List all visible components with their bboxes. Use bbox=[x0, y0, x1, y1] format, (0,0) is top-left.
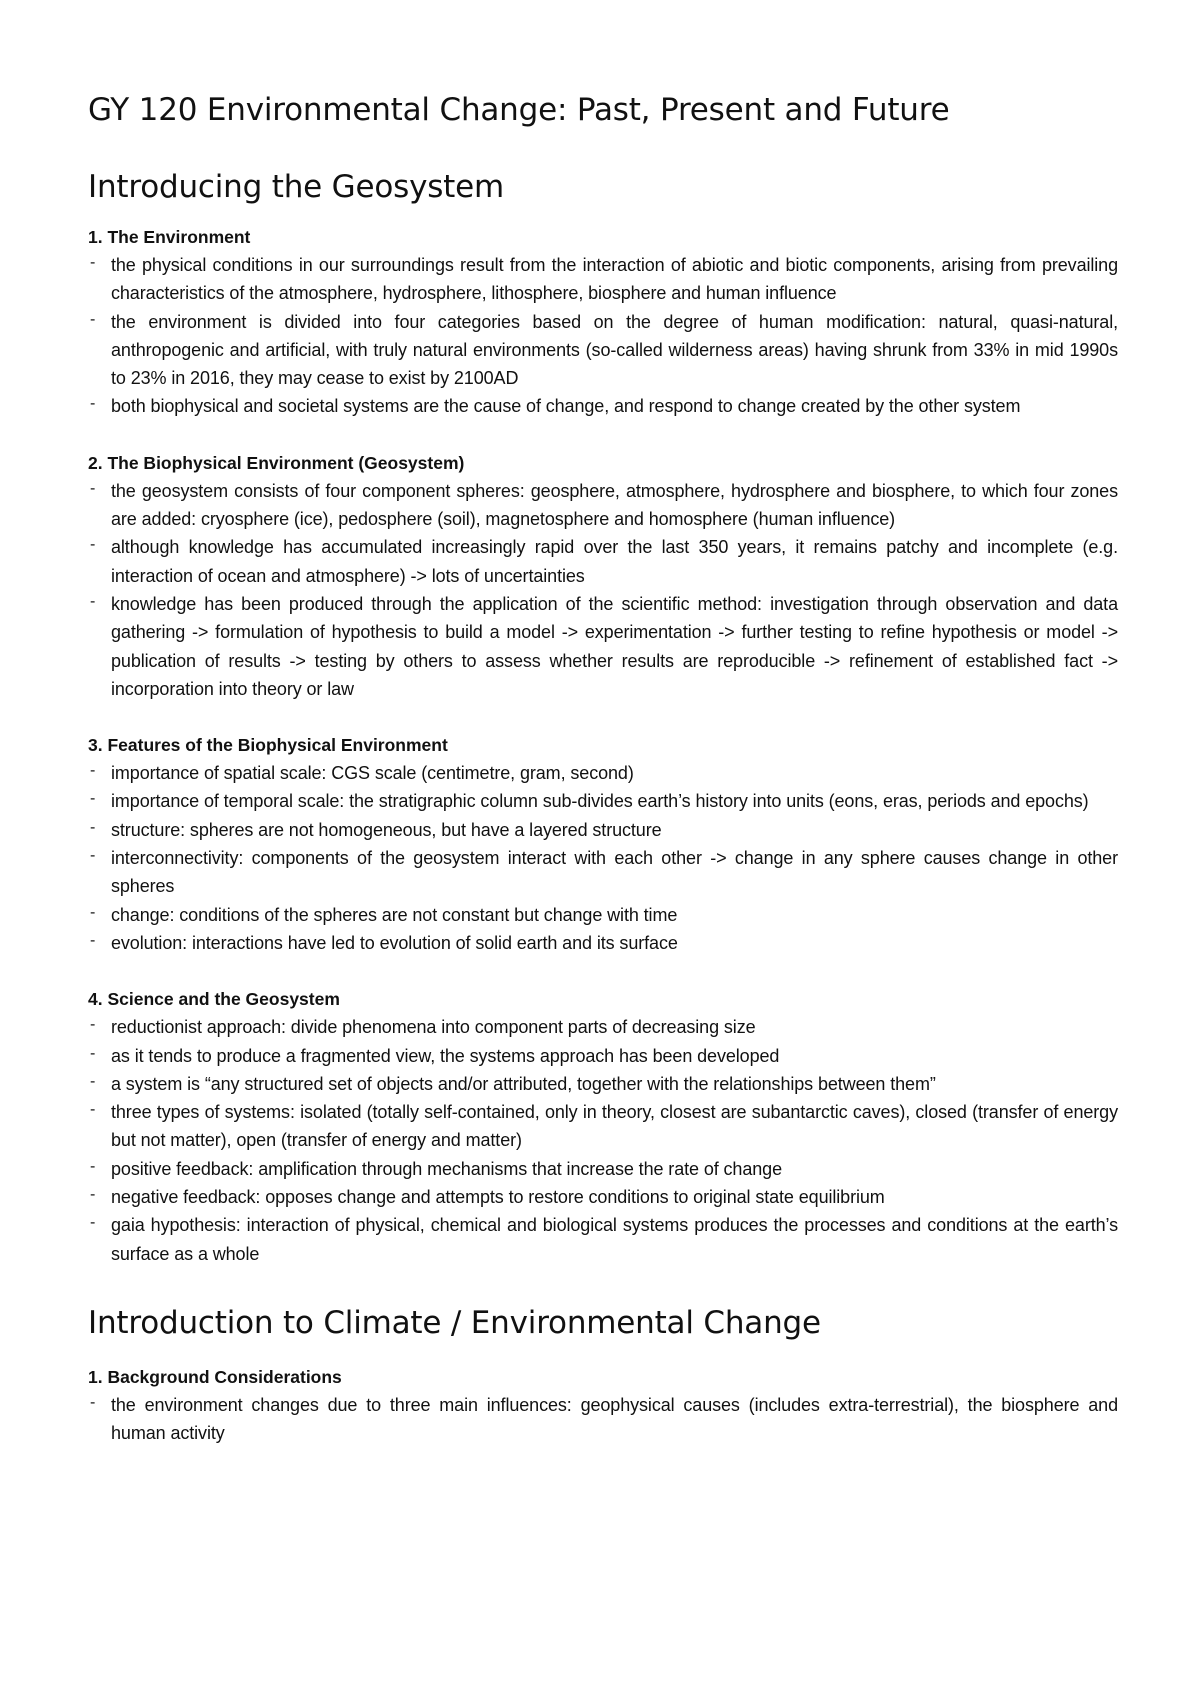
list-item: - knowledge has been produced through the application of the scientific method: investigation through observation and data gathering -> formulation of hypothesis to build a model -> experimentation -> further testing to refine hypothesis or model -> publication of results -> testing by others to assess whether results are reproducible -> refinement of established fact -> incorporation into theory or law bbox=[88, 590, 1118, 703]
part-heading-climate-change: Introduction to Climate / Environmental Change bbox=[88, 1304, 821, 1341]
list-item: - the environment changes due to three main influences: geophysical causes (includes extra-terrestrial), the biosphere and human activity bbox=[88, 1391, 1118, 1448]
list-item: - the geosystem consists of four component spheres: geosphere, atmosphere, hydrosphere and biosphere, to which four zones are added: cryosphere (ice), pedosphere (soil), magnetosphere and homosphere (human influence) bbox=[88, 477, 1118, 534]
list-item: - positive feedback: amplification through mechanisms that increase the rate of change bbox=[88, 1155, 1118, 1183]
list-item: - three types of systems: isolated (totally self-contained, only in theory, closest are subantarctic caves), closed (transfer of energy but not matter), open (transfer of energy and matter) bbox=[88, 1098, 1118, 1155]
part-heading-geosystem: Introducing the Geosystem bbox=[88, 169, 504, 205]
list-item: - as it tends to produce a fragmented view, the systems approach has been developed bbox=[88, 1042, 1118, 1070]
section-title: 2. The Biophysical Environment (Geosystem) bbox=[88, 452, 465, 473]
list-item: - importance of spatial scale: CGS scale (centimetre, gram, second) bbox=[88, 759, 1118, 787]
section-environment bbox=[88, 223, 1118, 421]
bullet-list bbox=[88, 477, 1118, 703]
list-item: - although knowledge has accumulated increasingly rapid over the last 350 years, it remains patchy and incomplete (e.g. interaction of ocean and atmosphere) -> lots of uncertainties bbox=[88, 533, 1118, 590]
list-item: - interconnectivity: components of the geosystem interact with each other -> change in any sphere causes change in other spheres bbox=[88, 844, 1118, 901]
section-title: 4. Science and the Geosystem bbox=[88, 989, 340, 1010]
list-item: - structure: spheres are not homogeneous, but have a layered structure bbox=[88, 816, 1118, 844]
bullet-list bbox=[88, 1013, 1118, 1268]
list-item: - evolution: interactions have led to evolution of solid earth and its surface bbox=[88, 929, 1118, 957]
list-item: - negative feedback: opposes change and attempts to restore conditions to original state equilibrium bbox=[88, 1183, 1118, 1211]
list-item: - gaia hypothesis: interaction of physical, chemical and biological systems produces the processes and conditions at the earth’s surface as a whole bbox=[88, 1211, 1118, 1268]
bullet-list bbox=[88, 759, 1118, 957]
section-title: 1. The Environment bbox=[88, 227, 251, 247]
list-item: - the physical conditions in our surroundings result from the interaction of abiotic and biotic components, arising from prevailing characteristics of the atmosphere, hydrosphere, lithosphere, biosphere and human influence bbox=[88, 251, 1118, 308]
list-item: - the environment is divided into four categories based on the degree of human modification: natural, quasi-natural, anthropogenic and artificial, with truly natural environments (so-called wilderness areas) having shrunk from 33% in mid 1990s to 23% in 2016, they may cease to exist by 2100AD bbox=[88, 308, 1118, 393]
bullet-list bbox=[88, 1391, 1118, 1448]
section-background-considerations bbox=[88, 1363, 1118, 1448]
bullet-list bbox=[88, 251, 1118, 421]
section-features bbox=[88, 731, 1118, 957]
section-science-geosystem bbox=[88, 985, 1118, 1268]
list-item: - reductionist approach: divide phenomena into component parts of decreasing size bbox=[88, 1013, 1118, 1041]
list-item: - importance of temporal scale: the stratigraphic column sub-divides earth’s history into units (eons, eras, periods and epochs) bbox=[88, 787, 1118, 815]
section-title: 1. Background Considerations bbox=[88, 1366, 342, 1387]
list-item: - a system is “any structured set of objects and/or attributed, together with the relationships between them” bbox=[88, 1070, 1118, 1098]
list-item: - both biophysical and societal systems are the cause of change, and respond to change created by the other system bbox=[88, 392, 1118, 420]
document-title: GY 120 Environmental Change: Past, Present and Future bbox=[88, 92, 950, 128]
section-biophysical-environment bbox=[88, 449, 1118, 703]
list-item: - change: conditions of the spheres are not constant but change with time bbox=[88, 901, 1118, 929]
section-title: 3. Features of the Biophysical Environment bbox=[88, 735, 448, 756]
